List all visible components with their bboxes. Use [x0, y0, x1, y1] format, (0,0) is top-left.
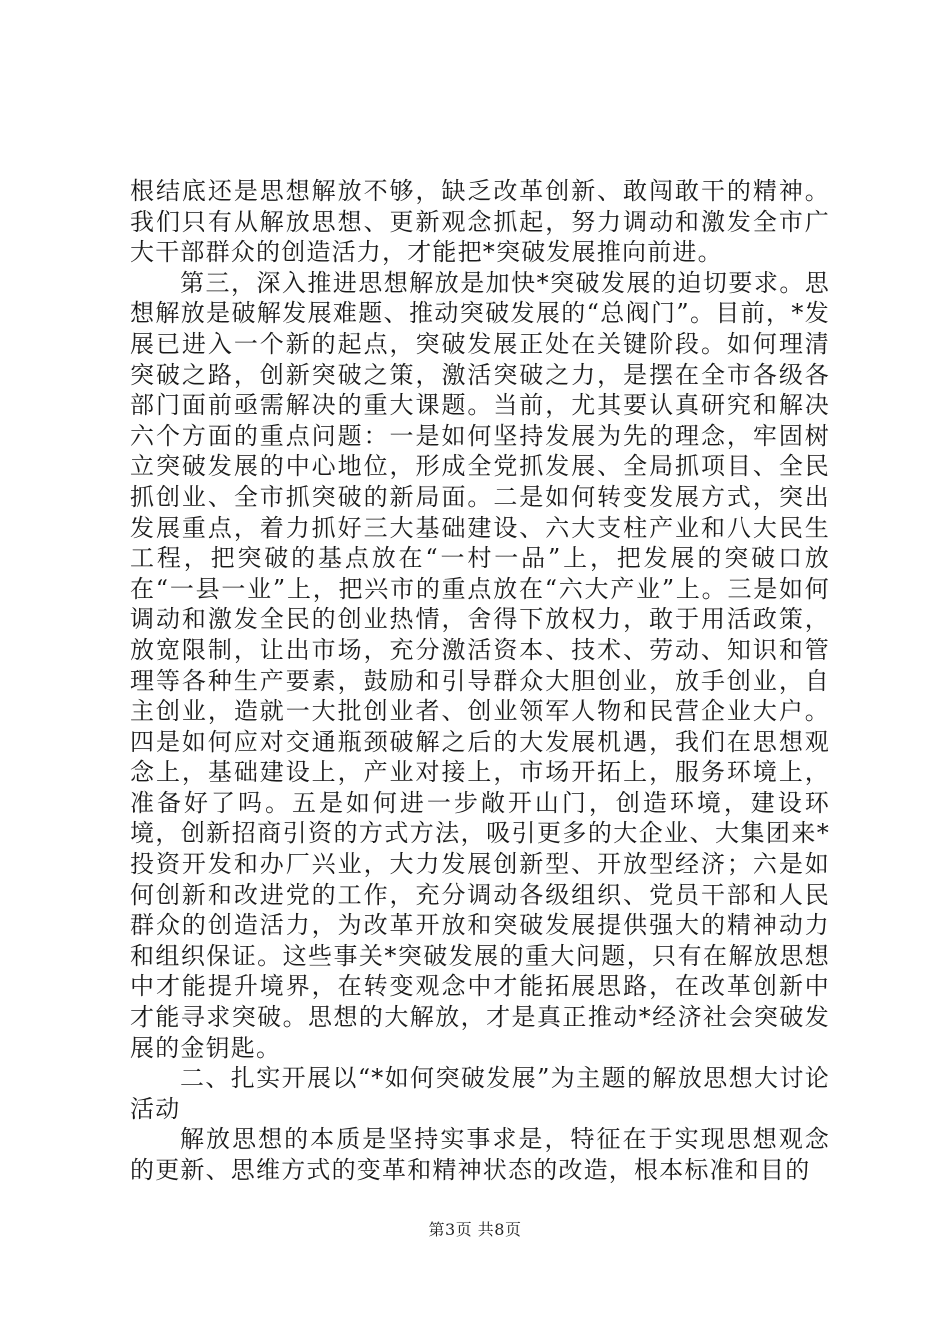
paragraph-third-point: 第三，深入推进思想解放是加快*突破发展的迫切要求。思想解放是破解发展难题、推动突破发展的“总阀门”。目前，*发展已进入一个新的起点，突破发展正处在关键阶段。如何理清突破之路，创新突破之策，激活突破之力，是摆在全市各级各部门面前亟需解决的重大课题。当前，尤其要认真研究和解决六个方面的重点问题：一是如何坚持发展为先的理念，牢固树立突破发展的中心地位，形成全党抓发展、全局抓项目、全民抓创业、全市抓突破的新局面。二是如何转变发展方式，突出发展重点，着力抓好三大基础建设、六大支柱产业和八大民生工程，把突破的基点放在“一村一品”上，把发展的突破口放在“一县一业”上，把兴市的重点放在“六大产业”上。三是如何调动和激发全民的创业热情，舍得下放权力，敢于用活政策，放宽限制，让出市场，充分激活资本、技术、劳动、知识和管理等各种生产要素，鼓励和引导群众大胆创业，放手创业，自主创业，造就一大批创业者、创业领军人物和民营企业大户。四是如何应对交通瓶颈破解之后的大发展机遇，我们在思想观念上，基础建设上，产业对接上，市场开拓上，服务环境上，准备好了吗。五是如何进一步敞开山门，创造环境，建设环境，创新招商引资的方式方法，吸引更多的大企业、大集团来*投资开发和办厂兴业，大力发展创新型、开放型经济；六是如何创新和改进党的工作，充分调动各级组织、党员干部和人民群众的创造活力，为改革开放和突破发展提供强大的精神动力和组织保证。这些事关*突破发展的重大问题，只有在解放思想中才能提升境界，在转变观念中才能拓展思路，在改革创新中才能寻求突破。思想的大解放，才是真正推动*经济社会突破发展的金钥匙。 [130, 268, 830, 1062]
page-number-footer: 第3页 共8页 [428, 1220, 522, 1239]
paragraph-intro-continuation: 根结底还是思想解放不够，缺乏改革创新、敢闯敢干的精神。我们只有从解放思想、更新观念抓起，努力调动和激发全市广大干部群众的创造活力，才能把*突破发展推向前进。 [130, 177, 830, 267]
paragraph-liberation-essence: 解放思想的本质是坚持实事求是，特征在于实现思想观念的更新、思维方式的变革和精神状态的改造，根本标准和目的 [130, 1125, 830, 1184]
section-heading-two: 二、扎实开展以“*如何突破发展”为主题的解放思想大讨论活动 [130, 1064, 830, 1123]
document-body [130, 176, 830, 1186]
